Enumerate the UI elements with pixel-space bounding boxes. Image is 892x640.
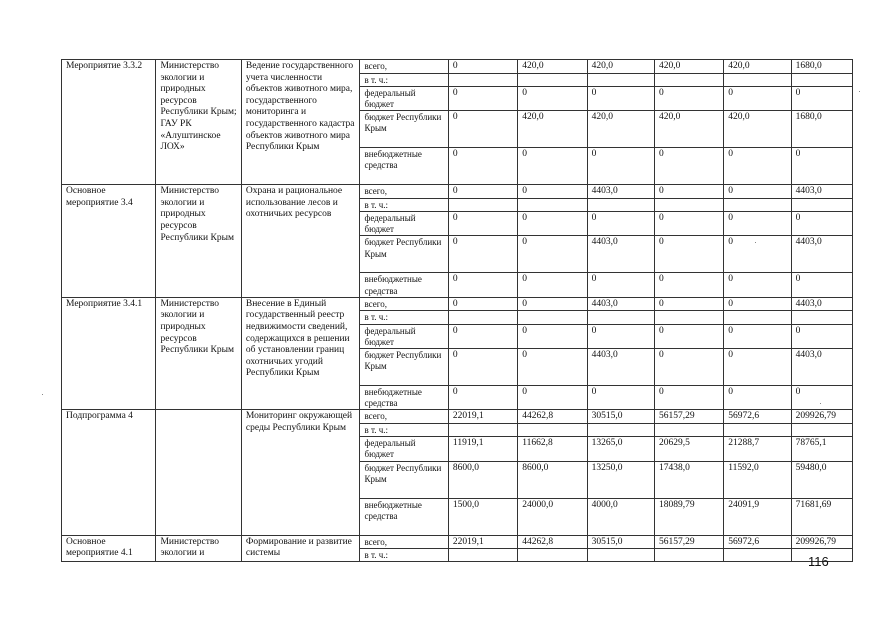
amount-cell: 0: [587, 212, 654, 236]
amount-cell: 0: [791, 148, 852, 185]
executor-cell: [156, 410, 241, 535]
funding-source-cell: внебюджетные средства: [360, 386, 448, 410]
amount-cell: 44262,8: [518, 410, 587, 424]
amount-cell: [518, 198, 587, 211]
funding-source-cell: всего,: [360, 410, 448, 424]
amount-cell: [448, 311, 517, 324]
funding-source-cell: внебюджетные средства: [360, 148, 448, 185]
funding-source-cell: федеральный бюджет: [360, 212, 448, 236]
amount-cell: 0: [448, 185, 517, 199]
amount-cell: 18089,79: [654, 498, 723, 535]
scan-speck: [755, 242, 756, 243]
funding-source-cell: внебюджетные средства: [360, 498, 448, 535]
amount-cell: 0: [654, 273, 723, 297]
amount-cell: 56157,29: [654, 535, 723, 549]
funding-source-cell: федеральный бюджет: [360, 324, 448, 348]
amount-cell: [448, 198, 517, 211]
amount-cell: [791, 73, 852, 86]
amount-cell: 4403,0: [791, 349, 852, 386]
amount-cell: [587, 311, 654, 324]
amount-cell: 0: [654, 86, 723, 110]
funding-source-cell: федеральный бюджет: [360, 86, 448, 110]
amount-cell: 13265,0: [587, 437, 654, 461]
amount-cell: 0: [654, 185, 723, 199]
amount-cell: 0: [448, 324, 517, 348]
funding-source-cell: всего,: [360, 185, 448, 199]
amount-cell: 0: [791, 273, 852, 297]
amount-cell: 0: [724, 148, 791, 185]
amount-cell: 56972,6: [724, 535, 791, 549]
amount-cell: 0: [724, 212, 791, 236]
funding-source-cell: федеральный бюджет: [360, 437, 448, 461]
activity-cell: Мероприятие 3.4.1: [62, 297, 156, 410]
amount-cell: 11919,1: [448, 437, 517, 461]
amount-cell: 8600,0: [518, 461, 587, 498]
amount-cell: 0: [724, 86, 791, 110]
amount-cell: 0: [518, 236, 587, 273]
amount-cell: 0: [518, 148, 587, 185]
executor-cell: Министерство экологии и: [156, 535, 241, 562]
amount-cell: [654, 311, 723, 324]
amount-cell: 30515,0: [587, 410, 654, 424]
amount-cell: 0: [654, 236, 723, 273]
description-cell: Формирование и развитие системы: [241, 535, 360, 562]
amount-cell: 0: [587, 273, 654, 297]
funding-source-cell: бюджет Республики Крым: [360, 461, 448, 498]
amount-cell: 0: [587, 324, 654, 348]
amount-cell: 0: [518, 297, 587, 311]
amount-cell: 0: [587, 148, 654, 185]
amount-cell: 0: [518, 349, 587, 386]
amount-cell: 0: [448, 111, 517, 148]
amount-cell: [724, 424, 791, 437]
amount-cell: [654, 73, 723, 86]
table-row: [62, 297, 853, 311]
amount-cell: 0: [448, 386, 517, 410]
funding-source-cell: бюджет Республики Крым: [360, 111, 448, 148]
amount-cell: 59480,0: [791, 461, 852, 498]
amount-cell: 0: [724, 324, 791, 348]
activity-cell: Подпрограмма 4: [62, 410, 156, 535]
amount-cell: 0: [518, 386, 587, 410]
amount-cell: 209926,79: [791, 410, 852, 424]
amount-cell: 4403,0: [587, 297, 654, 311]
scan-speck: [820, 403, 821, 404]
amount-cell: 0: [791, 212, 852, 236]
description-cell: Мониторинг окружающей среды Республики Крым: [241, 410, 360, 535]
amount-cell: 24091,9: [724, 498, 791, 535]
amount-cell: [518, 549, 587, 562]
amount-cell: 0: [654, 324, 723, 348]
amount-cell: [518, 73, 587, 86]
amount-cell: 0: [791, 386, 852, 410]
amount-cell: [448, 424, 517, 437]
table-row: [62, 535, 853, 549]
amount-cell: [587, 198, 654, 211]
description-cell: Внесение в Единый государственный реестр недвижимости сведений, содержащихся в решении об установлении границ охотничьих угодий Республики Крым: [241, 297, 360, 410]
amount-cell: 0: [654, 349, 723, 386]
amount-cell: 78765,1: [791, 437, 852, 461]
amount-cell: 209926,79: [791, 535, 852, 549]
amount-cell: 420,0: [587, 111, 654, 148]
amount-cell: 0: [518, 86, 587, 110]
scan-speck: [42, 394, 43, 395]
amount-cell: 0: [587, 386, 654, 410]
amount-cell: 0: [448, 86, 517, 110]
amount-cell: [654, 549, 723, 562]
amount-cell: 13250,0: [587, 461, 654, 498]
amount-cell: 0: [724, 273, 791, 297]
amount-cell: 20629,5: [654, 437, 723, 461]
amount-cell: [654, 198, 723, 211]
description-cell: Ведение государственного учета численности объектов животного мира, государственного мониторинга и государственного кадастра объектов животного мира Республики Крым: [241, 60, 360, 185]
amount-cell: 420,0: [654, 111, 723, 148]
funding-source-cell: в т. ч.:: [360, 73, 448, 86]
amount-cell: 420,0: [654, 60, 723, 74]
amount-cell: [724, 198, 791, 211]
amount-cell: [518, 424, 587, 437]
amount-cell: 0: [448, 212, 517, 236]
funding-source-cell: всего,: [360, 297, 448, 311]
amount-cell: 44262,8: [518, 535, 587, 549]
amount-cell: [724, 73, 791, 86]
amount-cell: 4000,0: [587, 498, 654, 535]
executor-cell: Министерство экологии и природных ресурсов Республики Крым: [156, 185, 241, 298]
amount-cell: 1500,0: [448, 498, 517, 535]
amount-cell: [791, 198, 852, 211]
amount-cell: 0: [724, 386, 791, 410]
activity-cell: Основное мероприятие 4.1: [62, 535, 156, 562]
amount-cell: [587, 73, 654, 86]
amount-cell: 420,0: [587, 60, 654, 74]
amount-cell: 11592,0: [724, 461, 791, 498]
amount-cell: 4403,0: [791, 297, 852, 311]
activity-cell: Основное мероприятие 3.4: [62, 185, 156, 298]
amount-cell: 0: [724, 349, 791, 386]
amount-cell: 0: [448, 236, 517, 273]
amount-cell: [587, 549, 654, 562]
amount-cell: 56157,29: [654, 410, 723, 424]
page-number: 116: [808, 554, 829, 569]
amount-cell: [724, 311, 791, 324]
amount-cell: 0: [654, 212, 723, 236]
amount-cell: 0: [448, 60, 517, 74]
amount-cell: 21288,7: [724, 437, 791, 461]
executor-cell: Министерство экологии и природных ресурсов Республики Крым: [156, 297, 241, 410]
amount-cell: 0: [448, 349, 517, 386]
amount-cell: [791, 424, 852, 437]
amount-cell: 0: [654, 297, 723, 311]
amount-cell: 420,0: [724, 60, 791, 74]
amount-cell: 11662,8: [518, 437, 587, 461]
amount-cell: 0: [518, 273, 587, 297]
table-row: [62, 410, 853, 424]
budget-table: [61, 59, 853, 562]
amount-cell: [791, 311, 852, 324]
amount-cell: 420,0: [724, 111, 791, 148]
activity-cell: Мероприятие 3.3.2: [62, 60, 156, 185]
amount-cell: 4403,0: [587, 349, 654, 386]
amount-cell: 0: [724, 185, 791, 199]
amount-cell: 0: [791, 86, 852, 110]
amount-cell: 56972,6: [724, 410, 791, 424]
amount-cell: 0: [587, 86, 654, 110]
amount-cell: 0: [448, 297, 517, 311]
amount-cell: [448, 549, 517, 562]
amount-cell: 22019,1: [448, 410, 517, 424]
amount-cell: 0: [448, 148, 517, 185]
amount-cell: 0: [654, 386, 723, 410]
amount-cell: 0: [518, 212, 587, 236]
amount-cell: 0: [724, 297, 791, 311]
amount-cell: 0: [518, 324, 587, 348]
amount-cell: [654, 424, 723, 437]
scan-speck: [859, 91, 860, 92]
amount-cell: 8600,0: [448, 461, 517, 498]
description-cell: Охрана и рациональное использование лесов и охотничьих ресурсов: [241, 185, 360, 298]
amount-cell: 17438,0: [654, 461, 723, 498]
amount-cell: 4403,0: [587, 185, 654, 199]
table-row: [62, 185, 853, 199]
funding-source-cell: в т. ч.:: [360, 198, 448, 211]
table-row: [62, 60, 853, 74]
amount-cell: 4403,0: [791, 236, 852, 273]
funding-source-cell: внебюджетные средства: [360, 273, 448, 297]
executor-cell: Министерство экологии и природных ресурсов Республики Крым; ГАУ РК «Алуштинское ЛОХ»: [156, 60, 241, 185]
funding-source-cell: в т. ч.:: [360, 311, 448, 324]
amount-cell: 420,0: [518, 60, 587, 74]
amount-cell: 0: [791, 324, 852, 348]
funding-source-cell: всего,: [360, 535, 448, 549]
amount-cell: 24000,0: [518, 498, 587, 535]
amount-cell: 0: [724, 236, 791, 273]
funding-source-cell: всего,: [360, 60, 448, 74]
amount-cell: 71681,69: [791, 498, 852, 535]
amount-cell: 4403,0: [587, 236, 654, 273]
amount-cell: 22019,1: [448, 535, 517, 549]
amount-cell: 0: [518, 185, 587, 199]
funding-source-cell: бюджет Республики Крым: [360, 236, 448, 273]
table-body: [62, 60, 853, 562]
amount-cell: [724, 549, 791, 562]
amount-cell: 1680,0: [791, 111, 852, 148]
funding-source-cell: бюджет Республики Крым: [360, 349, 448, 386]
amount-cell: 1680,0: [791, 60, 852, 74]
amount-cell: 30515,0: [587, 535, 654, 549]
amount-cell: 4403,0: [791, 185, 852, 199]
funding-source-cell: в т. ч.:: [360, 549, 448, 562]
funding-source-cell: в т. ч.:: [360, 424, 448, 437]
amount-cell: [587, 424, 654, 437]
amount-cell: [518, 311, 587, 324]
amount-cell: 420,0: [518, 111, 587, 148]
amount-cell: [448, 73, 517, 86]
amount-cell: 0: [448, 273, 517, 297]
amount-cell: 0: [654, 148, 723, 185]
